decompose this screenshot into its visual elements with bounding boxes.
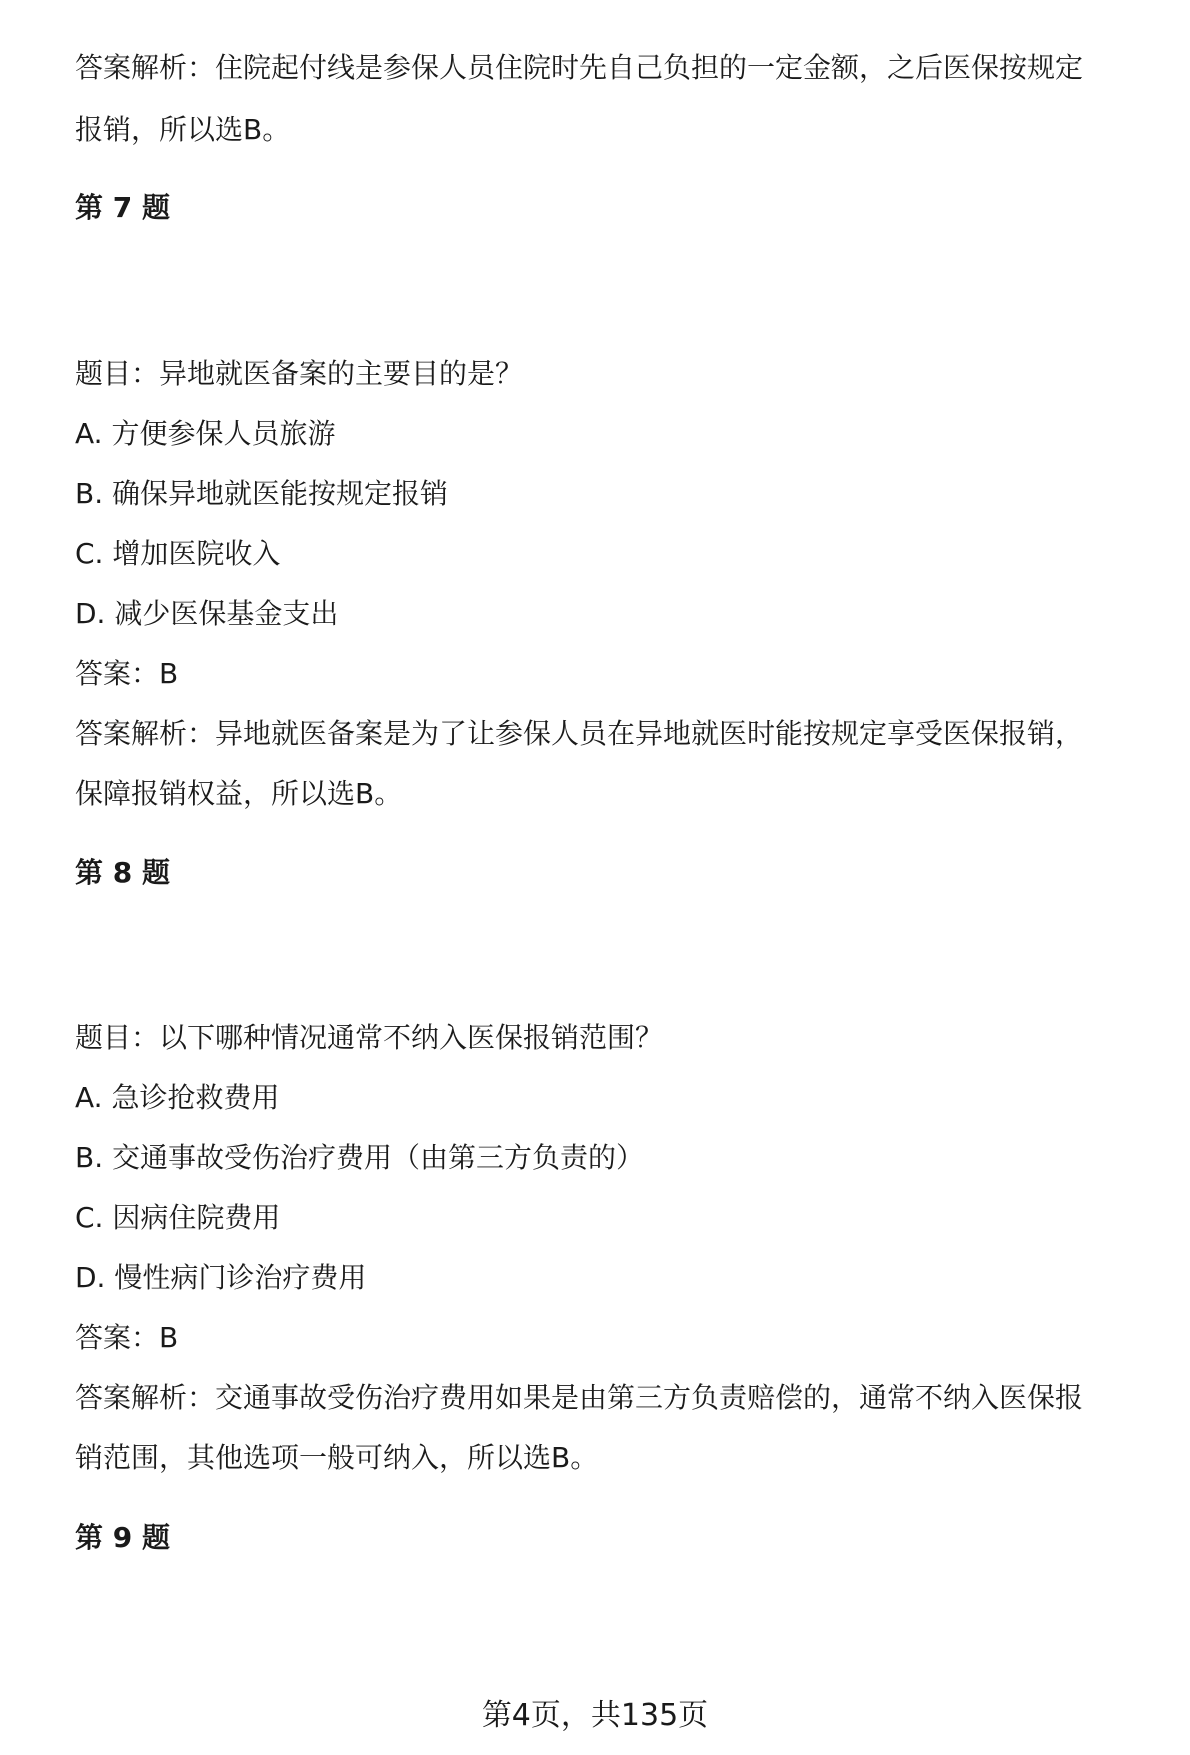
- q7-answer: 答案：B: [75, 657, 179, 690]
- q8-option-d: D. 慢性病门诊治疗费用: [75, 1261, 367, 1294]
- q8-option-a: A. 急诊抢救费用: [75, 1081, 280, 1114]
- q7-option-a: A. 方便参保人员旅游: [75, 417, 336, 450]
- q7-option-d: D. 减少医保基金支出: [75, 597, 339, 630]
- q7-question: 题目：异地就医备案的主要目的是？: [75, 357, 524, 390]
- q8-explanation-line2: 销范围，其他选项一般可纳入，所以选B。: [75, 1441, 599, 1474]
- q6-explanation-line2: 报销，所以选B。: [75, 113, 291, 146]
- q7-heading: 第 7 题: [75, 191, 170, 224]
- q8-heading: 第 8 题: [75, 856, 170, 889]
- q9-heading: 第 9 题: [75, 1521, 170, 1554]
- page-number-footer: 第4页，共135页: [481, 1698, 709, 1733]
- q8-question: 题目：以下哪种情况通常不纳入医保报销范围？: [75, 1021, 664, 1054]
- q6-explanation-line1: 答案解析：住院起付线是参保人员住院时先自己负担的一定金额，之后医保按规定: [75, 51, 1084, 84]
- q7-explanation-line2: 保障报销权益，所以选B。: [75, 777, 403, 810]
- q8-option-c: C. 因病住院费用: [75, 1201, 281, 1234]
- q8-option-b: B. 交通事故受伤治疗费用（由第三方负责的）: [75, 1141, 645, 1174]
- q7-option-c: C. 增加医院收入: [75, 537, 281, 570]
- q8-explanation-line1: 答案解析：交通事故受伤治疗费用如果是由第三方负责赔偿的，通常不纳入医保报: [75, 1381, 1084, 1414]
- q7-option-b: B. 确保异地就医能按规定报销: [75, 477, 449, 510]
- q8-answer: 答案：B: [75, 1321, 179, 1354]
- q7-explanation-line1: 答案解析：异地就医备案是为了让参保人员在异地就医时能按规定享受医保报销，: [75, 717, 1084, 750]
